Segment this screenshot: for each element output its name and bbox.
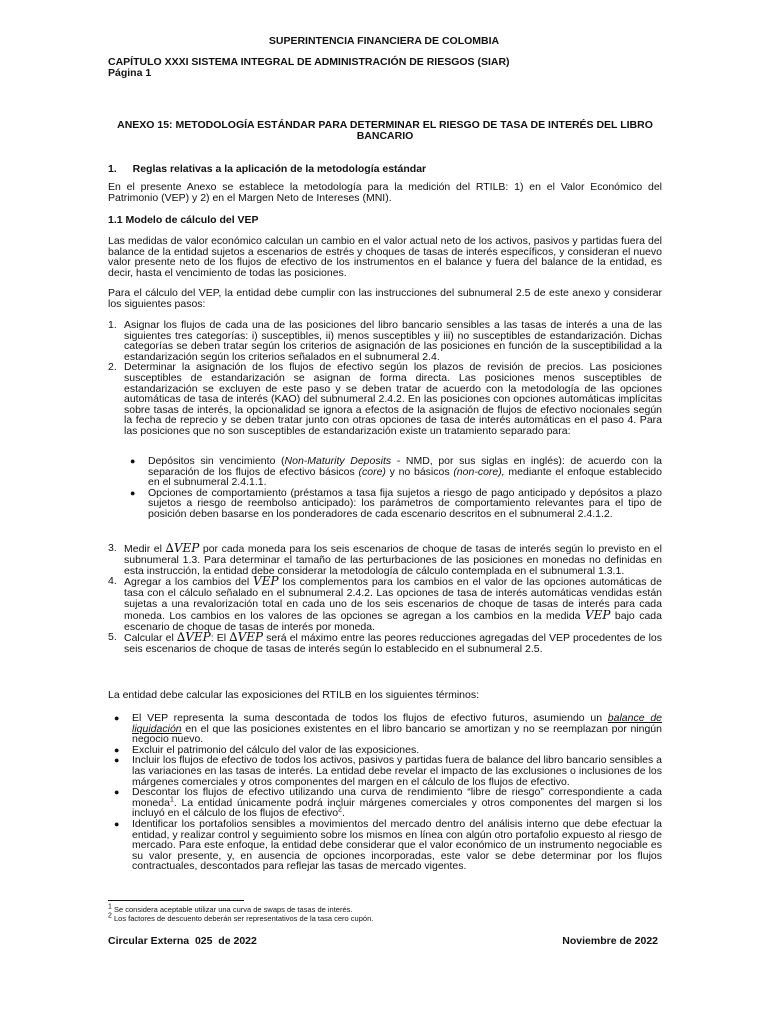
footnote-1 — [108, 905, 668, 914]
step-2-number: 2. — [108, 361, 117, 374]
bullet-nmd-text-b: Non-Maturity Deposits — [284, 455, 392, 467]
step-3 — [108, 543, 662, 576]
footer-date: Noviembre de 2022 — [562, 935, 658, 947]
exposures-intro: La entidad debe calcular las exposiciones del RTILB en los siguientes términos: — [108, 689, 480, 701]
exposure-1-text-a: El VEP representa la suma descontada de todos los flujos de efectivo futuros, asumiendo un — [132, 712, 608, 724]
balance-liquidacion-link[interactable]: balance de liquidación — [132, 712, 662, 735]
chapter-title: CAPÍTULO XXXI SISTEMA INTEGRAL DE ADMINISTRACIÓN DE RIESGOS (SIAR) — [108, 56, 510, 68]
step-2-text: Determinar la asignación de los flujos de efectivo según los plazos de revisión de precios. Las posiciones susceptibles de estandarización se asignan de forma directa. Las posiciones menos susceptibles de estandarización se excluyen de este paso y se deben tratar de acuerdo con la metodología de las opciones automáticas de tasa de interés (KAO) del subnumeral 2.4.2. En las posiciones con opciones automáticas implícitas sobre tasas de interés, la opcionalidad se ignora a efectos de la asignación de flujos de efectivo nocionales según la fecha de reprecio y se deben tratar junto con otras opciones de tasa de interés automáticas en el paso 4. Para las posiciones que no son susceptibles de estandarización existe un tratamiento separado para: — [124, 361, 662, 437]
section-1-number: 1. — [108, 163, 117, 175]
step-1-number: 1. — [108, 319, 117, 331]
exposure-4-text-c: . — [341, 807, 345, 820]
section-1-title: Reglas relativas a la aplicación de la metodología estándar — [132, 163, 427, 175]
step-3-text-b: por cada moneda para los seis escenarios de choque de tasas de interés según lo previsto en el subnumeral 1.3. Para determinar el tamaño de las perturbaciones de las posiciones en monedas no definidas en esta instrucción, la entidad debe considerar la metodología de cálculo contemplada en el subnumeral 1.3.1. — [124, 543, 662, 577]
section-1-intro: En el presente Anexo se establece la metodología para la medición del RTILB: 1) en el Valor Económico del Patrimonio (VEP) y 2) en el Margen Neto de Intereses (MNI). — [108, 181, 662, 204]
footnote-2-number: 2 — [108, 912, 112, 920]
exposure-item-discount — [112, 787, 662, 819]
nmd-bullets — [128, 456, 662, 520]
exposure-item-cashflows — [112, 755, 662, 787]
delta-vep-symbol: ∆VEP — [229, 630, 264, 645]
step-5-number: 5. — [108, 631, 117, 644]
section-1-1-paragraph-1: Las medidas de valor económico calculan un cambio en el valor actual neto de los activos, pasivos y partidas fuera del balance de la entidad sujetos a escenarios de estrés y choques de tasas de interés específicos, y consideran el nuevo valor presente neto de los flujos de efectivo de los instrumentos en el balance y fuera del balance de la entidad, es decir, hasta el vencimiento de todas las posiciones. — [108, 235, 662, 279]
bullet-nmd-text-f: (non-core), — [453, 465, 505, 478]
step-3-number: 3. — [108, 542, 117, 554]
section-1-heading — [108, 163, 426, 175]
exposure-4-text-a: Descontar los flujos de efectivo utilizando una curva de rendimiento “libre de riesgo” correspondiente a cada moneda — [132, 786, 662, 809]
bullet-nmd-text-a: Depósitos sin vencimiento ( — [148, 455, 285, 467]
exposure-3-text: Incluir los flujos de efectivo de todos los activos, pasivos y partidas fuera de balance del libro bancario sensibles a las variaciones en las tasas de interés. La entidad debe revelar el impacto de las exclusiones o inclusiones de los márgenes comerciales y otros componentes del margen en el cálculo de los flujos de efectivo. — [132, 754, 662, 788]
vep-symbol: VEP — [253, 574, 279, 589]
footnote-1-number: 1 — [108, 903, 112, 911]
exposures-list — [112, 713, 662, 872]
page-number: Página 1 — [108, 67, 152, 79]
bullet-icon: ● — [130, 487, 136, 498]
footnote-2-text: Los factores de descuento deberán ser representativos de la tasa cero cupón. — [111, 914, 374, 923]
footnote-2 — [108, 914, 668, 923]
step-4-number: 4. — [108, 575, 117, 588]
steps-list-b — [108, 543, 662, 655]
step-4-text-b: los complementos para los cambios en el valor de las opciones automáticas de tasa con el cálculo señalado en el subnumeral 2.4.2. Las opciones de tasa de interés automáticas vendidas están sujetas a una revalorización total en cada uno de los seis escenarios de choque de tasas de interés para cada moneda. Los cambios en los valores de las opciones se agregan a los cambios en la medida — [124, 576, 662, 622]
step-5-text-c: será el máximo entre las peores reducciones agregadas del VEP procedentes de los seis escenarios de choque de tasas de interés según lo establecido en el subnumeral 2.5. — [124, 632, 663, 656]
footnote-ref-2[interactable]: 2 — [338, 806, 342, 814]
bullet-icon: ● — [114, 713, 120, 723]
section-1-1-paragraph-2: Para el cálculo del VEP, la entidad debe cumplir con las instrucciones del subnumeral 2.5 de este anexo y considerar los siguientes pasos: — [108, 287, 662, 310]
step-1 — [108, 320, 662, 362]
bullet-icon: ● — [114, 818, 120, 829]
org-header: SUPERINTENCIA FINANCIERA DE COLOMBIA — [268, 35, 500, 47]
delta-vep-symbol: ∆VEP — [165, 541, 200, 555]
footnote-divider — [108, 900, 244, 901]
footnote-ref-1[interactable]: 1 — [169, 796, 174, 804]
bullet-nmd-text-c: - NMD, por sus siglas en inglés): de acuerdo con la separación de los flujos de efectivo básicos — [148, 455, 663, 478]
bullet-behavioral-text: Opciones de comportamiento (préstamos a tasa fija sujetos a riesgo de pago anticipado y depósitos a plazo sujetos a riesgo de reembolso anticipado): los parámetros de comportamiento relevantes para el tipo de posición deben basarse en los ponderadores de cada escenario descritos en el subnumeral 2.4.1.2. — [148, 486, 662, 520]
step-2 — [108, 362, 662, 436]
step-4-text-c: bajo cada escenario de choque de tasas de interés por moneda. — [124, 609, 662, 633]
exposure-2-text: Excluir el patrimonio del cálculo del valor de las exposiciones. — [132, 743, 420, 756]
bullet-nmd-text-e: y no básicos — [385, 465, 454, 478]
section-1-1-heading: 1.1 Modelo de cálculo del VEP — [108, 214, 259, 226]
exposure-1-text-b: en el que las posiciones existentes en el libro bancario se amortizan y no se reemplazan por ningún negocio nuevo. — [132, 722, 662, 746]
step-1-text: Asignar los flujos de cada una de las posiciones del libro bancario sensibles a las tasas de interés a una de las siguientes tres categorías: i) susceptibles, ii) menos susceptibles y iii) no susceptibles de estandarización. Dichas categorías se deben tratar según los criterios de asignación de las posiciones en función de la susceptibilidad a la estandarización según los criterios señalados en el subnumeral 2.4. — [124, 319, 662, 363]
bullet-nmd-text-g: mediante el enfoque establecido en el subnumeral 2.4.1.1. — [148, 465, 662, 489]
annex-title: ANEXO 15: METODOLOGÍA ESTÁNDAR PARA DETERMINAR EL RIESGO DE TASA DE INTERÉS DEL LIBRO BANCARIO — [117, 119, 653, 142]
vep-symbol: VEP — [584, 607, 611, 622]
footnote-1-text: Se considera aceptable utilizar una curva de swaps de tasas de interés. — [111, 905, 353, 914]
bullet-icon: ● — [114, 787, 120, 798]
step-4 — [108, 576, 662, 632]
bullet-icon: ● — [114, 744, 120, 755]
step-5-text-a: Calcular el — [124, 632, 177, 645]
exposure-item-vep — [112, 713, 662, 745]
step-4-text-a: Agregar a los cambios del — [124, 576, 254, 589]
bullet-icon: ● — [130, 456, 136, 466]
exposure-item-portfolios — [112, 819, 662, 872]
steps-list-a — [108, 320, 662, 437]
exposure-5-text: Identificar los portafolios sensibles a movimientos del mercado dentro del análisis interno que debe efectuar la entidad, y realizar control y seguimiento sobre los mismos en línea con algún otro portafolio expuesto al riesgo de mercado. Para este enfoque, la entidad debe considerar que el valor económico de un instrumento negociable es su valor presente, y, en ausencia de opciones incorporadas, este valor se debe determinar por los flujos contractuales, descontados para reflejar las tasas de mercado vigentes. — [132, 817, 662, 873]
bullet-icon: ● — [114, 755, 120, 766]
footer-circular: Circular Externa 025 de 2022 — [108, 935, 257, 947]
bullet-nmd — [128, 456, 662, 488]
step-3-text-a: Medir el — [124, 543, 166, 555]
exposure-4-text-b: . La entidad únicamente podrá incluir márgenes comerciales y otros componentes del margen si los incluyó en el cálculo de los flujos de efectivo — [132, 796, 662, 820]
bullet-nmd-text-d: (core) — [358, 465, 386, 478]
step-5 — [108, 632, 662, 655]
bullet-behavioral-options — [128, 488, 662, 520]
delta-vep-symbol: ∆VEP — [176, 630, 211, 645]
step-5-text-b: : El — [210, 632, 230, 645]
